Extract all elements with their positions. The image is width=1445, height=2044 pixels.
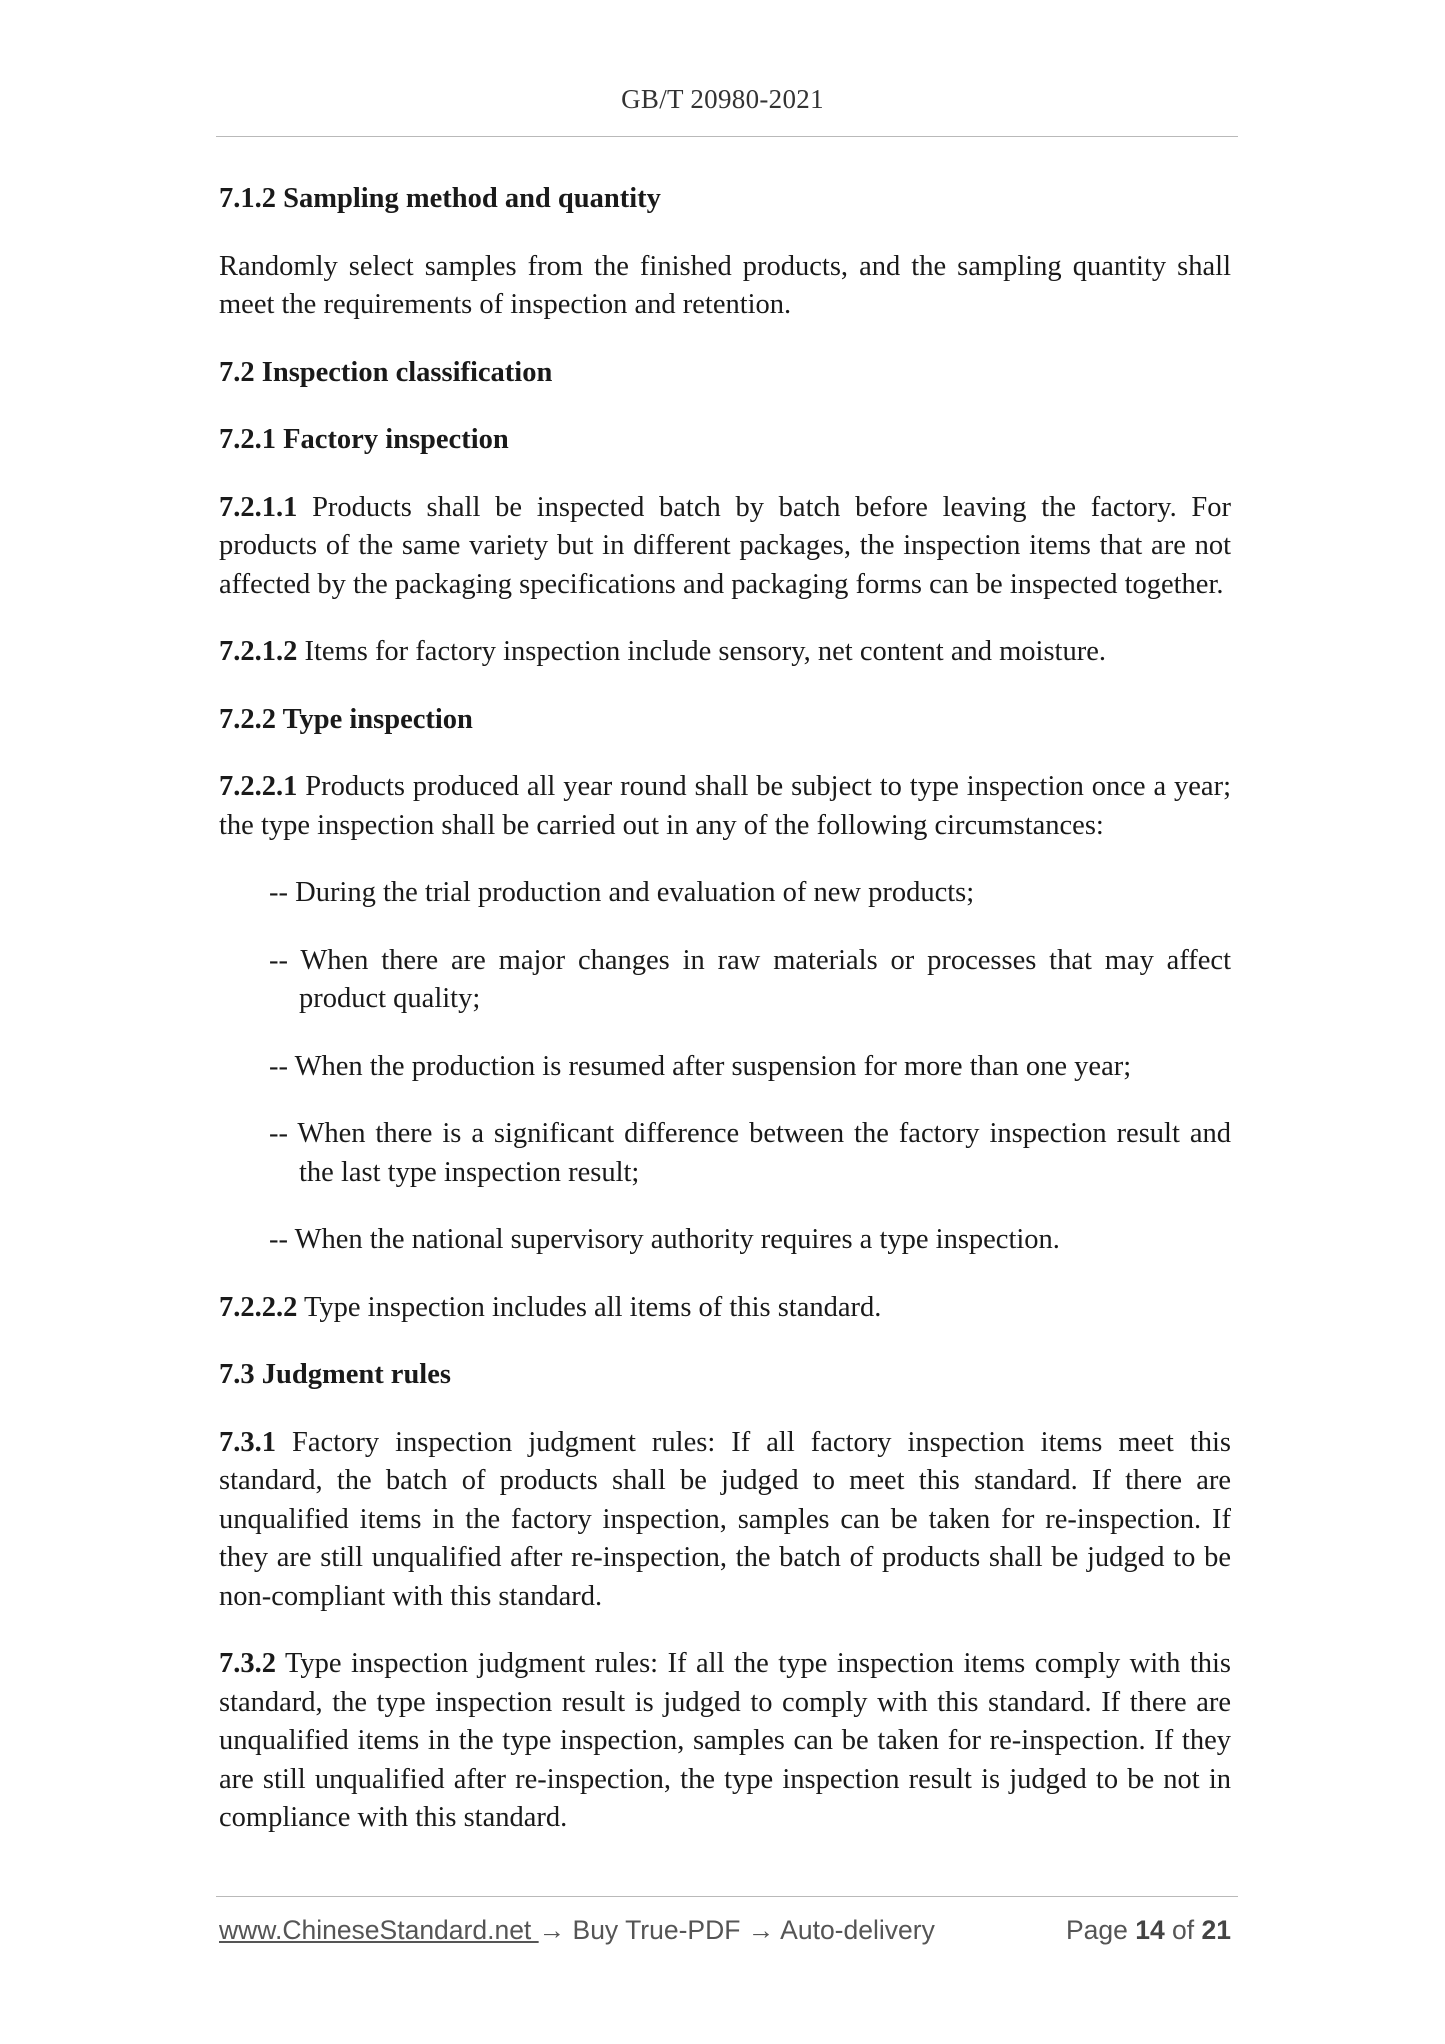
section-heading-7-1-2: 7.1.2 Sampling method and quantity <box>219 183 661 214</box>
clause-text: Products produced all year round shall be subject to type inspection once a year; the type inspection shall be carried out in any of the following circumstances: <box>219 771 1231 841</box>
header-divider <box>216 136 1238 137</box>
page-label: Page <box>1065 1915 1136 1945</box>
website-link[interactable]: www.ChineseStandard.net <box>219 1915 539 1945</box>
clause-number: 7.3.2 <box>219 1648 276 1679</box>
paragraph-7-3-2 <box>219 1645 1231 1838</box>
section-heading-7-2: 7.2 Inspection classification <box>219 356 553 388</box>
document-code-header: GB/T 20980-2021 <box>621 84 824 114</box>
list-item: -- During the trial production and evaluation of new products; <box>269 877 975 908</box>
section-heading-7-2-1: 7.2.1 Factory inspection <box>219 424 509 455</box>
paragraph-7-2-2-1 <box>219 768 1231 845</box>
clause-text: Type inspection includes all items of this standard. <box>297 1291 882 1323</box>
document-body <box>219 180 1231 1867</box>
of-label: of <box>1164 1915 1202 1945</box>
clause-number: 7.2.1.2 <box>219 636 298 667</box>
clause-number: 7.2.2.2 <box>219 1291 298 1323</box>
list-item: -- When the national supervisory authority requires a type inspection. <box>269 1224 1060 1255</box>
page-footer <box>219 1915 1231 1955</box>
buy-text: Buy True-PDF <box>565 1915 748 1945</box>
footer-divider <box>216 1896 1238 1897</box>
arrow-right-icon: → <box>538 1915 566 1945</box>
footer-promo <box>219 1915 935 1946</box>
paragraph-7-3-1 <box>219 1424 1231 1617</box>
clause-text: Items for factory inspection include sensory, net content and moisture. <box>297 636 1106 667</box>
clause-text: Products shall be inspected batch by batch before leaving the factory. For products of the same variety but in different packages, the inspection items that are not affected by the packaging specifications and packaging forms can be inspected together. <box>219 491 1231 600</box>
arrow-right-icon: → <box>747 1915 775 1945</box>
section-heading-7-2-2: 7.2.2 Type inspection <box>219 703 473 735</box>
list-item: -- When there is a significant difference between the factory inspection result and the last type inspection result; <box>269 1118 1231 1188</box>
clause-number: 7.2.1.1 <box>219 491 298 523</box>
total-pages-number: 21 <box>1201 1915 1231 1945</box>
clause-text: Factory inspection judgment rules: If all factory inspection items meet this standard, the batch of products shall be judged to meet this standard. If there are unqualified items in the factory inspection, samples can be taken for re-inspection. If they are still unqualified after re-inspection, the batch of products shall be judged to be non-compliant with this standard. <box>219 1426 1231 1612</box>
current-page-number: 14 <box>1135 1915 1165 1945</box>
list-item: -- When there are major changes in raw materials or processes that may affect product quality; <box>269 944 1231 1014</box>
paragraph-7-2-1-1 <box>219 489 1231 605</box>
paragraph-7-2-1-2 <box>219 633 1231 672</box>
paragraph-7-1-2: Randomly select samples from the finished products, and the sampling quantity shall meet the requirements of inspection and retention. <box>219 250 1231 320</box>
list-item: -- When the production is resumed after suspension for more than one year; <box>269 1050 1132 1082</box>
section-heading-7-3: 7.3 Judgment rules <box>219 1359 451 1390</box>
clause-text: Type inspection judgment rules: If all the type inspection items comply with this standard, the type inspection result is judged to comply with this standard. If there are unqualified items in the type inspection, samples can be taken for re-inspection. If they are still unqualified after re-inspection, the type inspection result is judged to be not in compliance with this standard. <box>219 1648 1231 1833</box>
clause-number: 7.2.2.1 <box>219 771 298 802</box>
clause-number: 7.3.1 <box>219 1426 276 1458</box>
paragraph-7-2-2-2 <box>219 1289 1231 1328</box>
delivery-text: Auto-delivery <box>774 1915 935 1945</box>
page-indicator <box>1066 1915 1231 1946</box>
